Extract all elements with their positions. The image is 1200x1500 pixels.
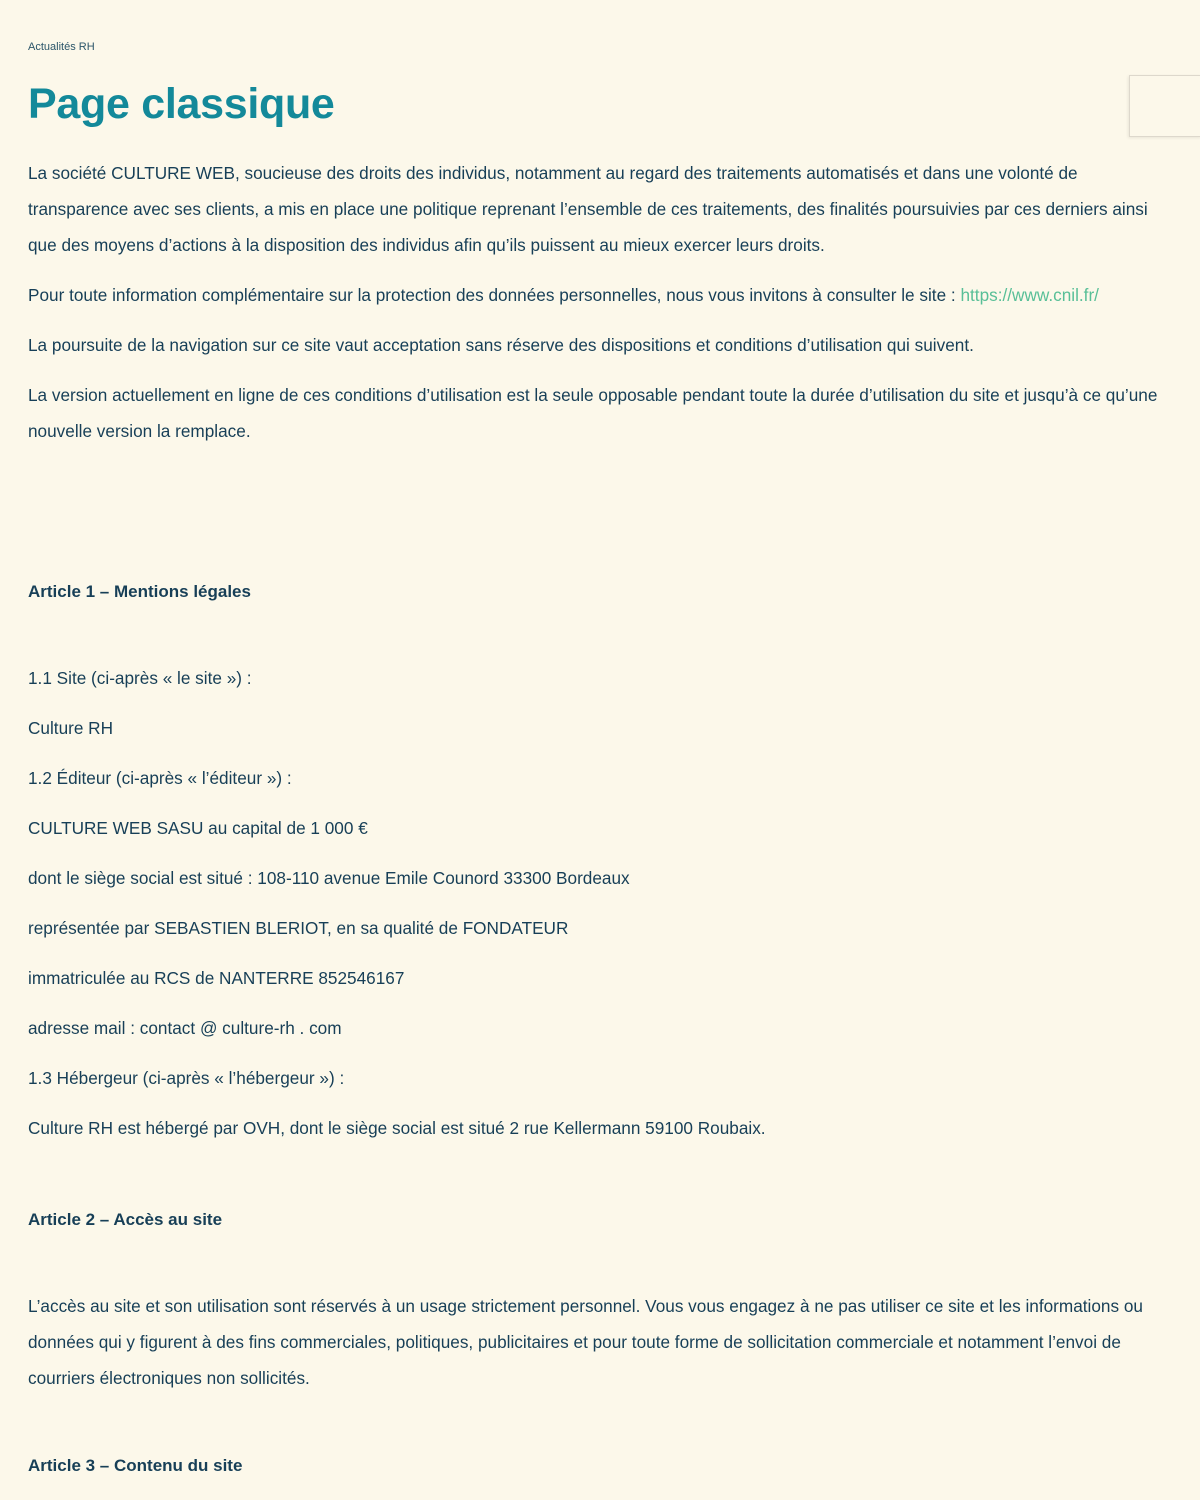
article-1-line: CULTURE WEB SASU au capital de 1 000 € [28, 818, 368, 838]
article-1-line: adresse mail : contact @ culture-rh . com [28, 1018, 342, 1038]
breadcrumb[interactable]: Actualités RH [28, 41, 95, 53]
article-1-line: immatriculée au RCS de NANTERRE 852546167 [28, 968, 405, 988]
side-widget-button[interactable] [1129, 75, 1200, 137]
intro-paragraph-4: La version actuellement en ligne de ces conditions d’utilisation est la seule opposable pendant toute la durée d’utilisation du site et jusqu’à ce qu’une nouvelle version la remplace. [28, 385, 1158, 441]
intro-section [28, 155, 1172, 449]
article-1-content [28, 666, 766, 1140]
intro-paragraph-2 [28, 277, 1172, 313]
article-1-line: 1.3 Hébergeur (ci-après « l’hébergeur ») : [28, 1068, 345, 1088]
article-1-title: Article 1 – Mentions légales [28, 582, 251, 601]
article-2-title: Article 2 – Accès au site [28, 1210, 223, 1229]
page-title: Page classique [28, 80, 335, 128]
article-1-line: représentée par SEBASTIEN BLERIOT, en sa qualité de FONDATEUR [28, 918, 569, 938]
intro-paragraph-2-text: Pour toute information complémentaire sur la protection des données personnelles, nous vous invitons à consulter le site : [28, 285, 961, 305]
article-1-line: Culture RH est hébergé par OVH, dont le siège social est situé 2 rue Kellermann 59100 Roubaix. [28, 1118, 766, 1138]
cnil-link[interactable]: https://www.cnil.fr/ [960, 285, 1099, 305]
article-1-line: 1.2 Éditeur (ci-après « l’éditeur ») : [28, 768, 292, 788]
article-1-line: 1.1 Site (ci-après « le site ») : [28, 668, 252, 688]
article-3-title: Article 3 – Contenu du site [28, 1456, 243, 1475]
page-content [28, 155, 1172, 1475]
article-2-text: L’accès au site et son utilisation sont réservés à un usage strictement personnel. Vous vous engagez à ne pas utiliser ce site et les informations ou données qui y figurent à des fins commerciales, politiques, publicitaires et pour toute forme de sollicitation commerciale et notamment l’envoi de courriers électroniques non sollicités. [28, 1296, 1143, 1388]
intro-paragraph-1: La société CULTURE WEB, soucieuse des droits des individus, notamment au regard des traitements automatisés et dans une volonté de transparence avec ses clients, a mis en place une politique reprenant l’ensemble de ces traitements, des finalités poursuivies par ces derniers ainsi que des moyens d’actions à la disposition des individus afin qu’ils puissent au mieux exercer leurs droits. [28, 163, 1148, 255]
intro-paragraph-3: La poursuite de la navigation sur ce site vaut acceptation sans réserve des dispositions et conditions d’utilisation qui suivent. [28, 335, 974, 355]
article-1-line: dont le siège social est situé : 108-110 avenue Emile Counord 33300 Bordeaux [28, 868, 630, 888]
article-1-line: Culture RH [28, 718, 114, 738]
